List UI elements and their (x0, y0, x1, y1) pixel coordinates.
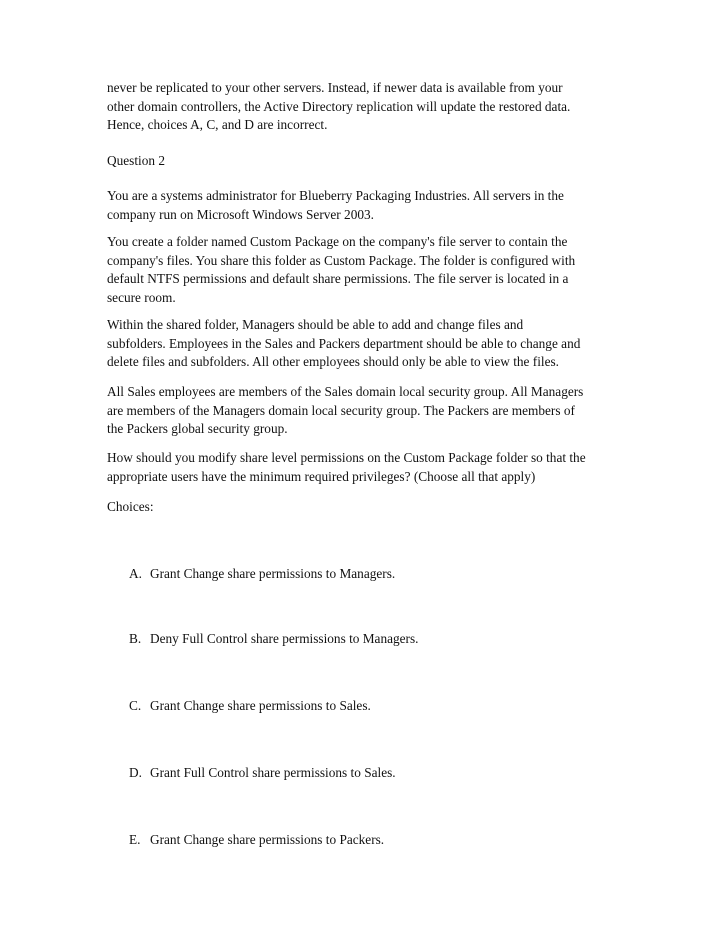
choice-d[interactable] (129, 764, 629, 782)
choice-text: Grant Change share permissions to Sales. (150, 698, 371, 713)
text-line: Choices: (107, 499, 154, 514)
text-line: secure room. (107, 289, 176, 305)
text-line: appropriate users have the minimum required privileges? (Choose all that apply) (107, 468, 536, 484)
text-line: are members of the Managers domain local security group. The Packers are members of (107, 402, 575, 418)
text-line: company's files. You share this folder as Custom Package. The folder is configured with (107, 252, 576, 268)
text-line: default NTFS permissions and default share permissions. The file server is located in a (107, 271, 569, 287)
text-line: the Packers global security group. (107, 421, 288, 437)
choice-e[interactable] (129, 831, 629, 849)
choice-a[interactable] (129, 565, 629, 583)
choice-letter: B. (129, 631, 142, 646)
paragraph-question (107, 449, 632, 486)
text-line: All Sales employees are members of the Sales domain local security group. All Managers (107, 384, 584, 399)
paragraph-answer-explanation (107, 79, 632, 135)
text-line: subfolders. Employees in the Sales and Packers department should be able to change and (107, 335, 581, 351)
choice-c[interactable] (129, 697, 629, 715)
choice-letter: A. (129, 566, 142, 581)
text-line: How should you modify share level permissions on the Custom Package folder so that the (107, 450, 586, 465)
choice-letter: D. (129, 765, 142, 780)
text-line: never be replicated to your other servers. Instead, if newer data is available from your (107, 80, 563, 95)
choices-heading (107, 498, 632, 517)
paragraph-groups (107, 383, 632, 439)
text-line: delete files and subfolders. All other employees should only be able to view the files. (107, 354, 559, 370)
choice-b[interactable] (129, 630, 629, 648)
text-line: Question 2 (107, 153, 165, 168)
choice-letter: C. (129, 698, 142, 713)
choice-text: Deny Full Control share permissions to Managers. (150, 631, 419, 646)
text-line: Hence, choices A, C, and D are incorrect. (107, 117, 328, 133)
choice-text: Grant Change share permissions to Managers. (150, 566, 396, 581)
paragraph-scenario-intro (107, 187, 632, 224)
choice-letter: E. (129, 832, 141, 847)
question-heading (107, 152, 632, 171)
choice-text: Grant Change share permissions to Packers. (150, 832, 385, 847)
paragraph-requirements (107, 316, 632, 372)
text-line: You are a systems administrator for Blueberry Packaging Industries. All servers in the (107, 188, 564, 203)
text-line: company run on Microsoft Windows Server 2003. (107, 206, 374, 222)
text-line: Within the shared folder, Managers should be able to add and change files and (107, 317, 524, 332)
choice-text: Grant Full Control share permissions to Sales. (150, 765, 396, 780)
paragraph-folder-setup (107, 233, 632, 307)
text-line: You create a folder named Custom Package on the company's file server to contain the (107, 234, 568, 249)
text-line: other domain controllers, the Active Directory replication will update the restored data. (107, 98, 571, 114)
